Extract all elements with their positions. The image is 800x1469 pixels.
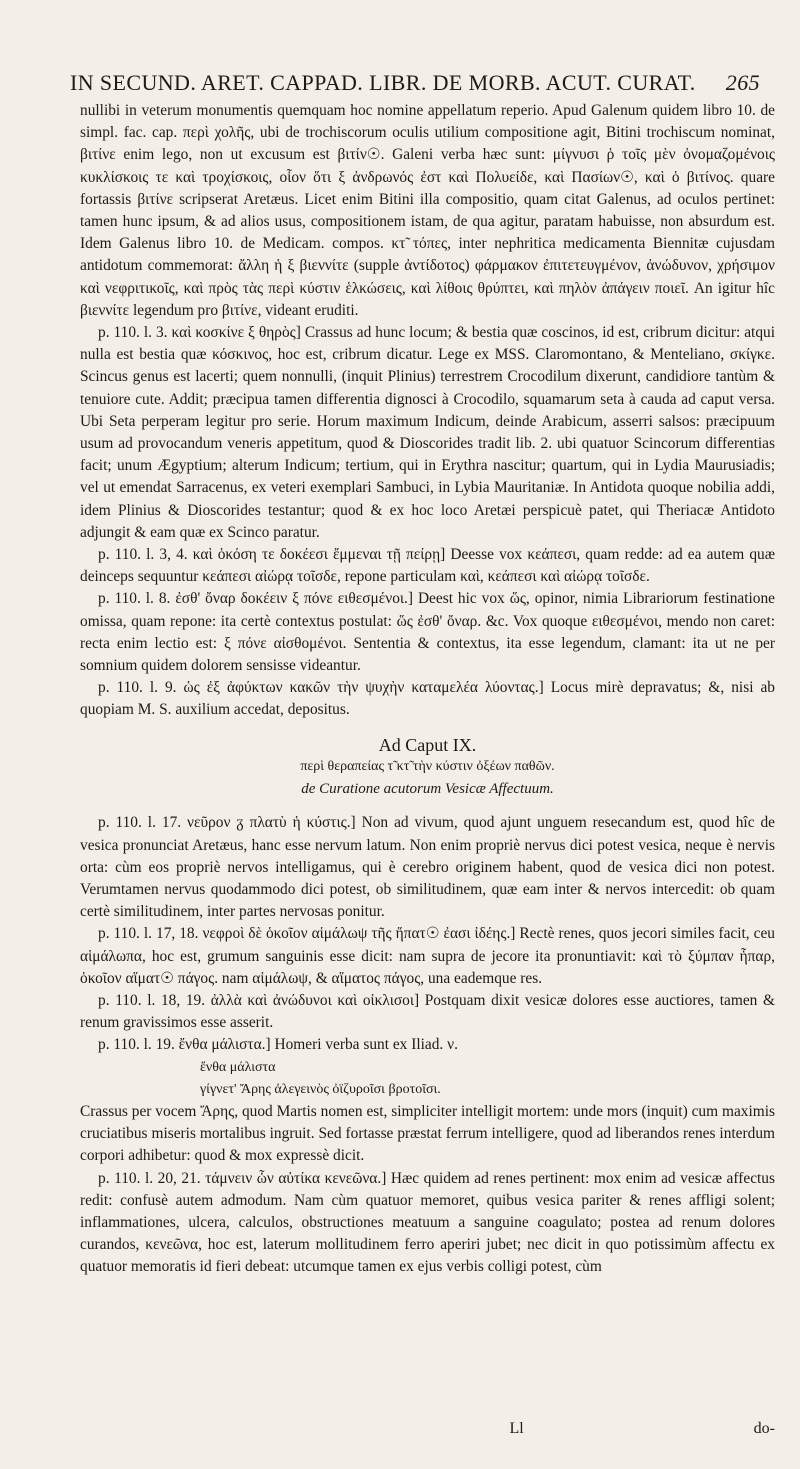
page-body [80, 100, 775, 1279]
catchword: do- [753, 1420, 775, 1437]
paragraph: p. 110. l. 9. ὡς ἐξ ἀφύκτων κακῶν τὴν ψυχὴν καταμελέα λύοντας.] Locus mirè depravatus; &, nisi ab quopiam M. S. auxilium accedat, depositus. [80, 679, 775, 719]
verse-line: γίγνετ' Ἄρης ἀλεγεινὸς ὀϊζυροῖσι βροτοῖσι. [200, 1081, 441, 1097]
signature-mark: Ll [509, 1420, 524, 1437]
page-number: 265 [725, 70, 760, 95]
verse-line: ἔνθα μάλιστα [200, 1059, 276, 1075]
paragraph: Crassus per vocem Ἄρης, quod Martis nomen est, simpliciter intelligit mortem: unde mors (inquit) cum maximis cruciatibus miseris mortalibus ingruit. Sed fortasse præstat ferrum intelligere, quod ad liberandos renes interdum corpori adhibetur: quod & mox expressè dicit. [80, 1102, 775, 1165]
chapter-title: Ad Caput IX. [378, 734, 477, 755]
paragraph: p. 110. l. 20, 21. τάμνειν ὧν αὐτίκα κενεῶνα.] Hæc quidem ad renes pertinent: mox enim ad vesicæ affectus redit: confusè autem admodum. Nam cùm quatuor memoret, quibus vesica pariter & renes affligi solent; inflammationes, ulcera, calculos, obstructiones meatuum a sanguine coagulato; postea ad renum dolores curandos, κενεῶνα, hoc est, laterum mollitudinem ferro aperiri jubet; nec dicit in quo potissimùm affectu ex quatuor memoratis id fieri debeat: utcumque tamen ex ejus verbis colligi potest, cùm [80, 1169, 775, 1276]
chapter-greek-title: περὶ θεραπείας τ̃ κτ̃ τὴν κύστιν ὀξέων παθῶν. [300, 758, 555, 774]
running-title: IN SECUND. ARET. CAPPAD. LIBR. DE MORB. ACUT. CURAT. [70, 70, 696, 95]
paragraph: p. 110. l. 3, 4. καὶ ὁκόση τε δοκέεσι ἔμμεναι τῇ πείρῃ] Deesse vox κεάπεσι, quam redde: ad ea autem quæ deinceps sequuntur κεάπεσι αἰώρᾳ τοῖσδε, repone particulam καὶ, κεάπεσι καὶ αἰώρᾳ τοῖσδε. [80, 546, 775, 586]
page-header [70, 70, 760, 96]
spacer [80, 722, 775, 734]
paragraph: p. 110. l. 3. καὶ κοσκίνε ξ θηρὸς] Crassus ad hunc locum; & bestia quæ coscinos, id est, cribrum dicitur: atqui nulla est bestia quæ κόσκινος, hoc est, cribrum dicatur. Lege ex MSS. Claromontano, & Menteliano, σκίγκε. Scincus genus est lacerti; quem nonnulli, (inquit Plinius) terrestrem Crocodilum dixerunt, candidiore tantùm & tenuiore cute. Addit; præcipua tamen differentia dignosci à Crocodilo, squamarum seta à cauda ad caput versa. Ubi Seta perperam legitur pro serie. Horum maximum Indicum, deinde Arabicum, asserri salsos: præcipuum usum ad provocandum veneris appetitum, quod & Dioscorides tradit lib. 2. ubi quatuor Scincorum differentias facit; unum Ægyptium; alterum Indicum; tertium, qui in Erythra nascitur; quartum, qui in Lydia Maurusiadis; vel ut emendat Sarracenus, ex veteri exemplari Sambuci, in Lybia Mauritaniæ. In Antidota quoque nobilia addi, idem Plinius & Dioscorides testantur; quod & ex hoc loco Aretæi perspicuè patet, qui Theriacæ Antidoto adjungit & eam quæ ex Scinco paratur. [80, 324, 775, 541]
chapter-latin-title: de Curatione acutorum Vesicæ Affectuum. [301, 781, 554, 798]
paragraph: p. 110. l. 17, 18. νεφροὶ δὲ ὁκοῖον αἱμάλωψ τῆς ἥπατ☉ ἐασι ἰδέης.] Rectè renes, quos jecori similes facit, ceu αἱμάλωπα, hoc est, grumum sanguinis esse dicit: nam supra de jecore ita pronuntiavit: καὶ τὸ ξύμπαν ἧπαρ, ὁκοῖον αἵματ☉ πάγος. nam αἱμάλωψ, & αἵματος πάγος, una eademque res. [80, 925, 775, 987]
paragraph: p. 110. l. 19. ἔνθα μάλιστα.] Homeri verba sunt ex Iliad. ν. [98, 1036, 458, 1054]
spacer [80, 800, 775, 812]
paragraph: nullibi in veterum monumentis quemquam hoc nomine appellatum reperio. Apud Galenum quidem libro 10. de simpl. fac. cap. περὶ χολῆς, ubi de trochiscorum oculis utilium compositione agit, Bitini trochiscum nominat, βιτίνε enim lego, non ut excusum est βιτίν☉. Galeni verba hæc sunt: μίγνυσι ῥ τοῖς μὲν ὀνομαζομένοις κυκλίσκοις τε καὶ τροχίσκοις, οἷον ὅτι ξ ἀνδρωνός ἐστ καὶ Πολυείδε, καὶ Πασίων☉, καὶ ὁ βιτίνος. quare fortassis βιτίνε scripserat Aretæus. Licet enim Bitini illa compositio, quam citat Galenus, ad oculos pertinet: tamen hunc ipsum, & ad alios usus, compositionem istam, de qua agitur, paratam habuisse, non absurdum est. Idem Galenus libro 10. de Medicam. compos. κτ̃ τόπες, inter nephritica medicamenta Biennitæ cujusdam antidotum commemorat: ἄλλη ἡ ξ βιεννίτε (supple ἀντίδοτος) φάρμακον ἐπιτετευγμένον, ἀνώδυνον, χρήσιμον καὶ νεφριτικοῖς, καὶ πρὸς τὰς περὶ κύστιν ἑλκώσεις, καὶ λίθοις θρύπτει, καὶ πηλὸν ἀπάγειν ποιεῖ. An igitur hîc βιεννίτε legendum pro βιτίνε, videant eruditi. [80, 102, 775, 319]
paragraph: p. 110. l. 17. νεῦρον ᵹ πλατὺ ἡ κύστις.] Non ad vivum, quod ajunt unguem resecandum est, quod hîc de vesica pronunciat Aretæus, hanc esse nervum latum. Non enim propriè nervus dici potest vesica, neque è nervis orta: cùm eos propriè nervos intelligamus, qui è cerebro originem habent, quod de vesica dici non potest. Verumtamen nervus quodammodo dici potest, ob similitudinem, quæ eam inter & nervos intercedit: ob quam certè similitudinem, inter partes nervosas ponitur. [80, 814, 775, 921]
paragraph: p. 110. l. 8. ἐσθ' ὄναρ δοκέειν ξ πόνε ειθεσμένοι.] Deest hic vox ὥς, opinor, nimia Librariorum festinatione omissa, quam repone: ita certè contextus postulat: ὥς ἐσθ' ὄναρ. &c. Vox quoque ειθεσμένοι, mendo non caret: recta enim lectio est: ξ πόνε αἰσθομένοι. Sententia & contextus, ita esse legendum, clamant: ita ut ne per somnium quidem dolorem sensisse videantur. [80, 590, 775, 675]
page-footer [80, 1420, 775, 1438]
paragraph: p. 110. l. 18, 19. ἀλλὰ καὶ ἀνώδυνοι καὶ οἰκλισοι] Postquam dixit vesicæ dolores esse auctiores, tamen & renum gravissimos esse asserit. [80, 991, 775, 1032]
